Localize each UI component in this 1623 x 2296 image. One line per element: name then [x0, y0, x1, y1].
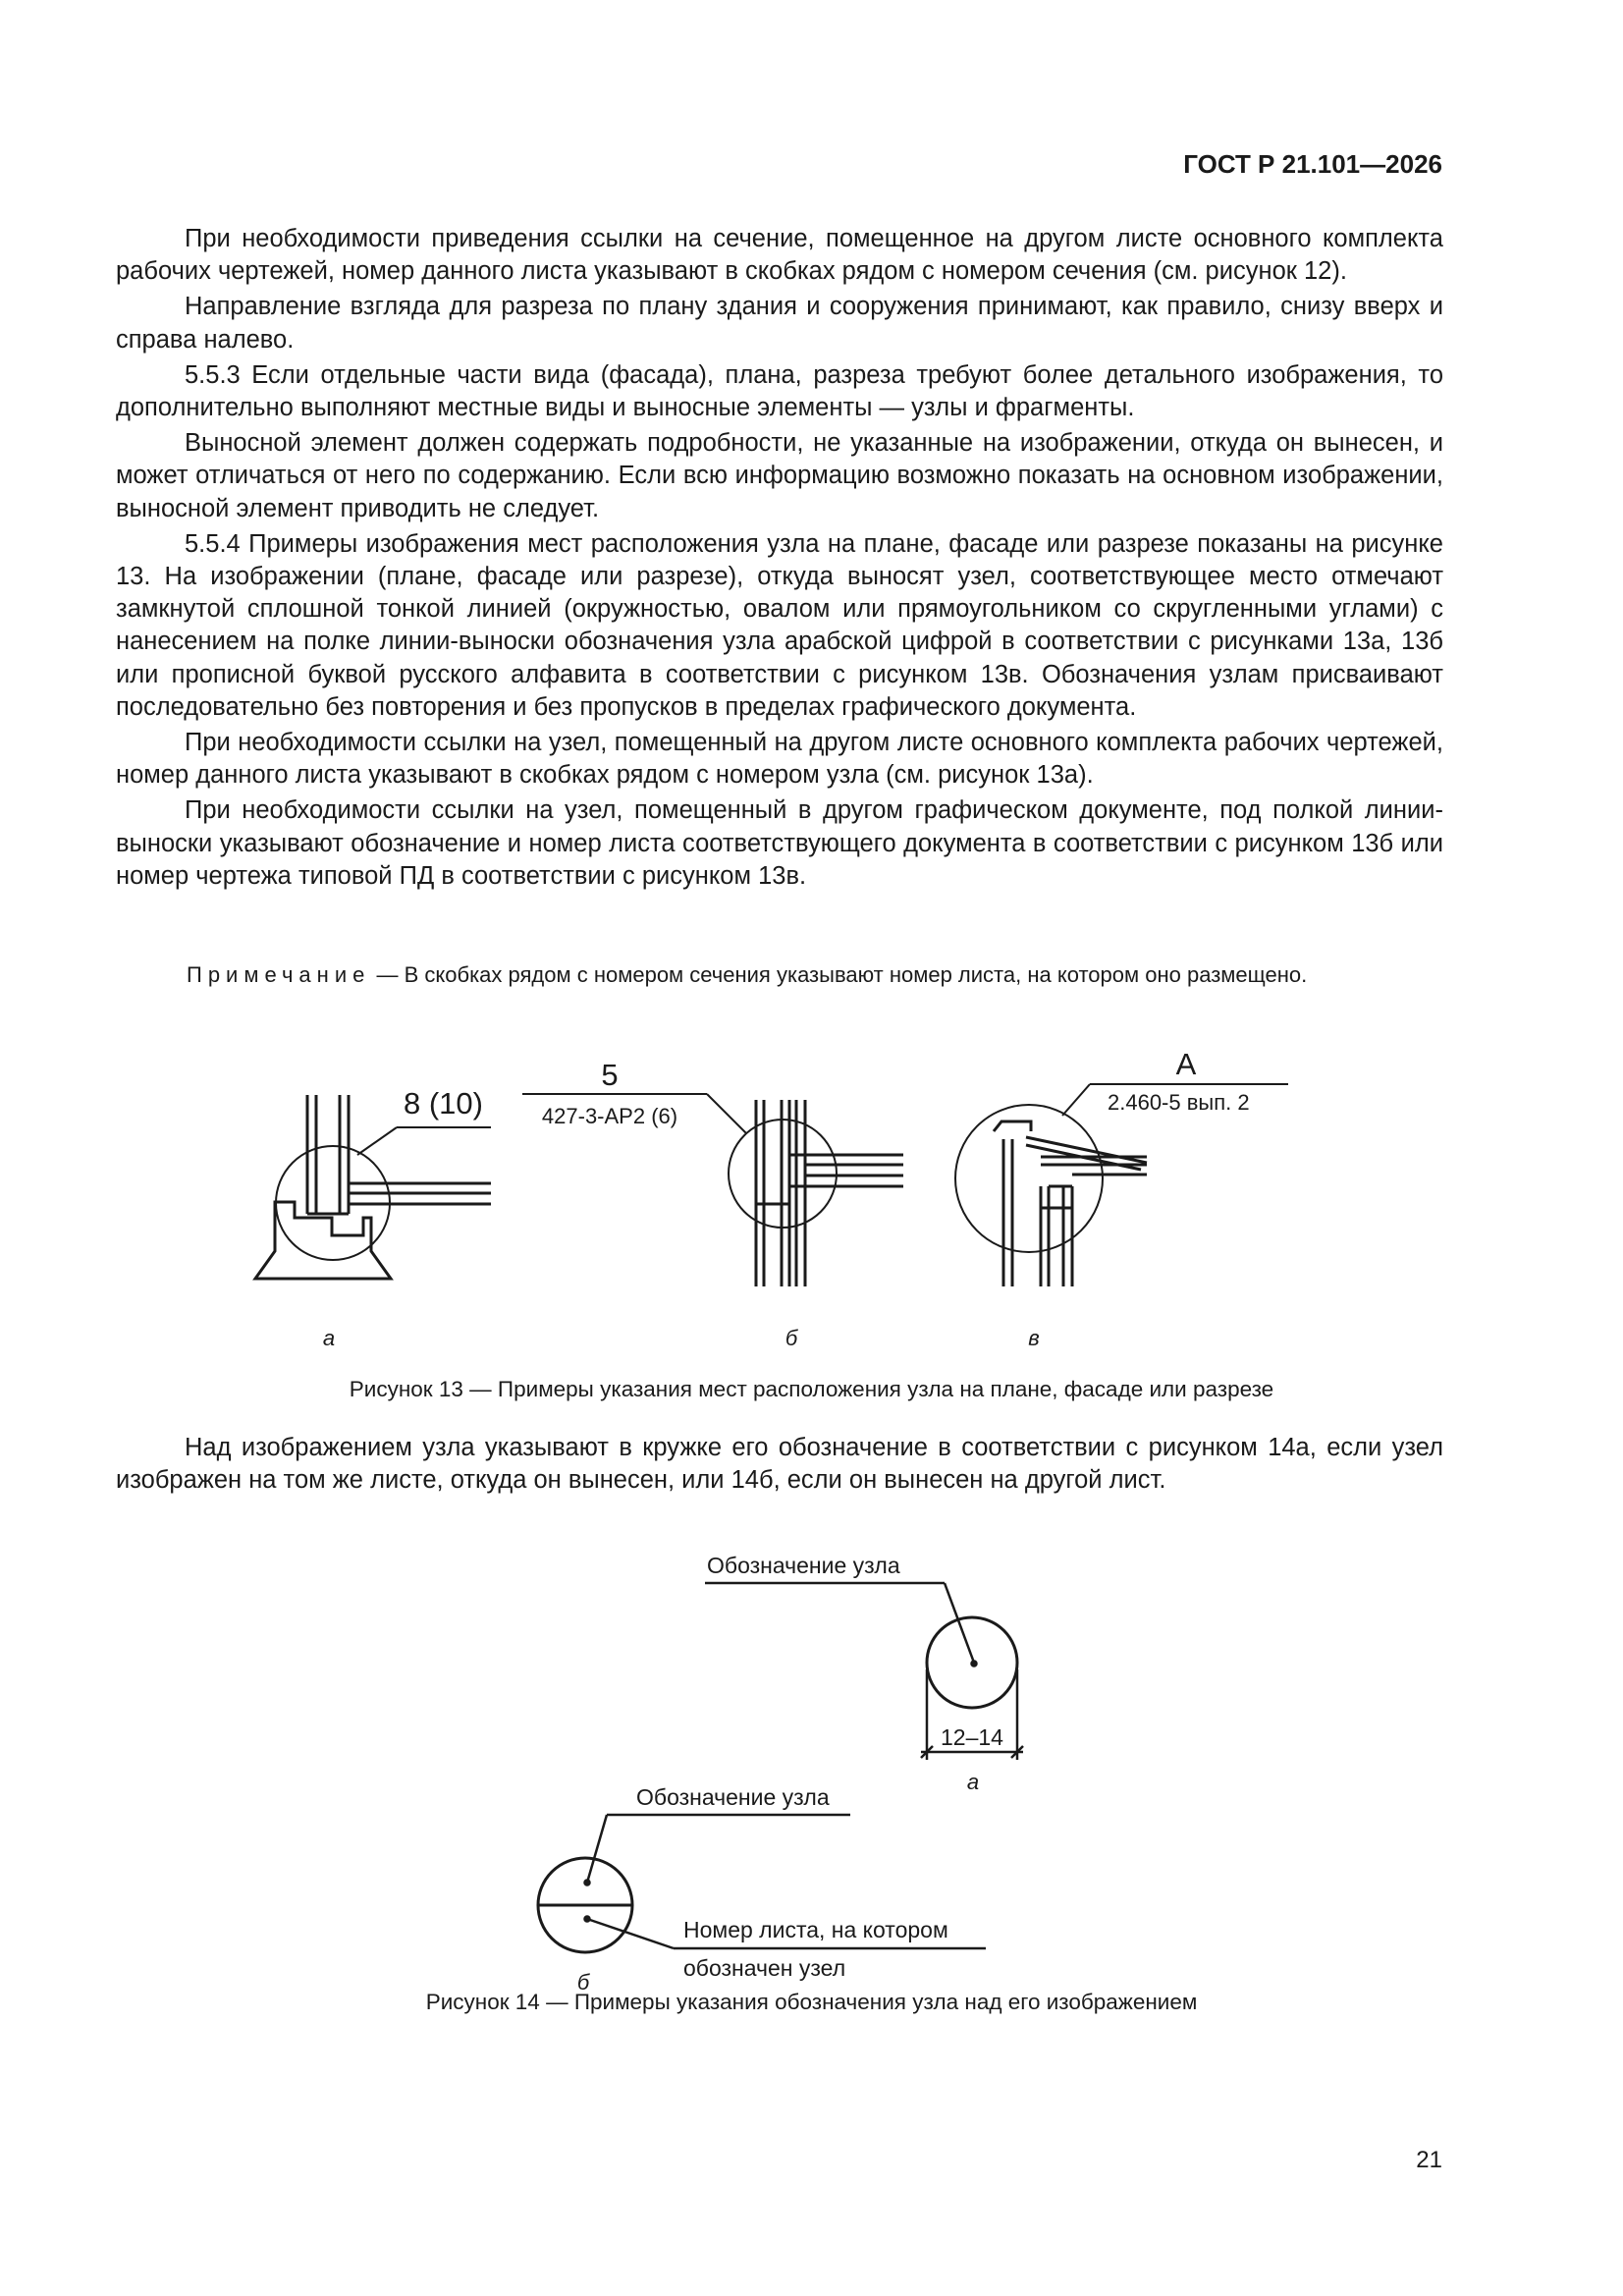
- figure-14b-sublabel: б: [576, 1970, 590, 1994]
- figure-13-drawing: [0, 1041, 1623, 1375]
- figure-13-caption: Рисунок 13 — Примеры указания мест расположения узла на плане, фасаде или разрезе: [349, 1377, 1274, 1401]
- figure-13a-sublabel: а: [322, 1326, 336, 1350]
- paragraph: 5.5.3 Если отдельные части вида (фасада), плана, разреза требуют более детального изображения, то дополнительно выполняют местные виды и выносные элементы — узлы и фрагменты.: [116, 360, 1443, 422]
- paragraph: 5.5.4 Примеры изображения мест расположения узла на плане, фасаде или разрезе показаны на рисунке 13. На изображении (плане, фасаде или разрезе), откуда выносят узел, соответствующее место отмечают замкнутой сплошной тонкой линией (окружностью, овалом или прямоугольником со скругленными углами) с нанесением на полке линии-выноски обозначения узла арабской цифрой в соответствии с рисунками 13а, 13б или прописной буквой русского алфавита в соответствии с рисунком 13в. Обозначения узлам присваивают последовательно без повторения и без пропусков в пределах графического документа.: [116, 529, 1443, 721]
- paragraph: При необходимости ссылки на узел, помещенный на другом листе основного комплекта рабочих чертежей, номер данного листа указывают в скобках рядом с номером узла (см. рисунок 13а).: [116, 729, 1443, 790]
- paragraph: Выносной элемент должен содержать подробности, не указанные на изображении, откуда он вынесен, и может отличаться от него по содержанию. Если всю информацию возможно показать на основном изображении, выносной элемент приводить не следует.: [116, 429, 1443, 522]
- figure-13b-sublabel: б: [784, 1326, 798, 1350]
- paragraph: Над изображением узла указывают в кружке его обозначение в соответствии с рисунком 14а, если узел изображен на том же листе, откуда он вынесен, или 14б, если он вынесен на другой лист.: [116, 1434, 1443, 1495]
- figure-14b-sheet-label-1: Номер листа, на котором: [683, 1917, 948, 1942]
- paragraph: При необходимости приведения ссылки на сечение, помещенное на другом листе основного комплекта рабочих чертежей, номер данного листа указывают в скобках рядом с номером сечения (см. рисунок 12).: [116, 225, 1443, 286]
- body-text: [116, 223, 1443, 896]
- figure-14a-dimension: 12–14: [941, 1724, 1003, 1750]
- note-text: — В скобках рядом с номером сечения указывают номер листа, на котором оно размещено.: [370, 962, 1308, 987]
- figure-13a-node: [255, 1095, 491, 1279]
- figure-13b-bottom-label: 427-3-АР2 (6): [541, 1104, 678, 1128]
- figure-14a-label: Обозначение узла: [707, 1553, 900, 1578]
- paragraph: Направление взгляда для разреза по плану здания и сооружения принимают, как правило, снизу вверх и справа налево.: [116, 293, 1443, 354]
- figure-13a-label: 8 (10): [404, 1086, 483, 1121]
- figure-14a-sublabel: а: [966, 1770, 980, 1794]
- figure-13c-top-label: А: [1175, 1047, 1197, 1081]
- figure-13c-bottom-label: 2.460-5 вып. 2: [1108, 1090, 1250, 1115]
- document-header: ГОСТ Р 21.101—2026: [1183, 149, 1442, 179]
- figure-13b-top-label: 5: [601, 1058, 619, 1092]
- note-label: Примечание: [187, 962, 371, 987]
- body-text-2: [116, 1432, 1443, 1497]
- note: [187, 962, 1453, 988]
- figure-14b-sheet-label-2: обозначен узел: [683, 1955, 846, 1981]
- figure-14-drawing: [0, 1532, 1623, 1994]
- page-number: 21: [1416, 2147, 1442, 2173]
- figure-14-caption: Рисунок 14 — Примеры указания обозначения узла над его изображением: [425, 1990, 1198, 2014]
- paragraph: При необходимости ссылки на узел, помещенный в другом графическом документе, под полкой линии-выноски указывают обозначение и номер листа соответствующего документа в соответствии с рисунком 13б или номер чертежа типовой ПД в соответствии с рисунком 13в.: [116, 796, 1443, 890]
- figure-14b-label: Обозначение узла: [636, 1784, 830, 1810]
- figure-13c-sublabel: в: [1028, 1326, 1040, 1350]
